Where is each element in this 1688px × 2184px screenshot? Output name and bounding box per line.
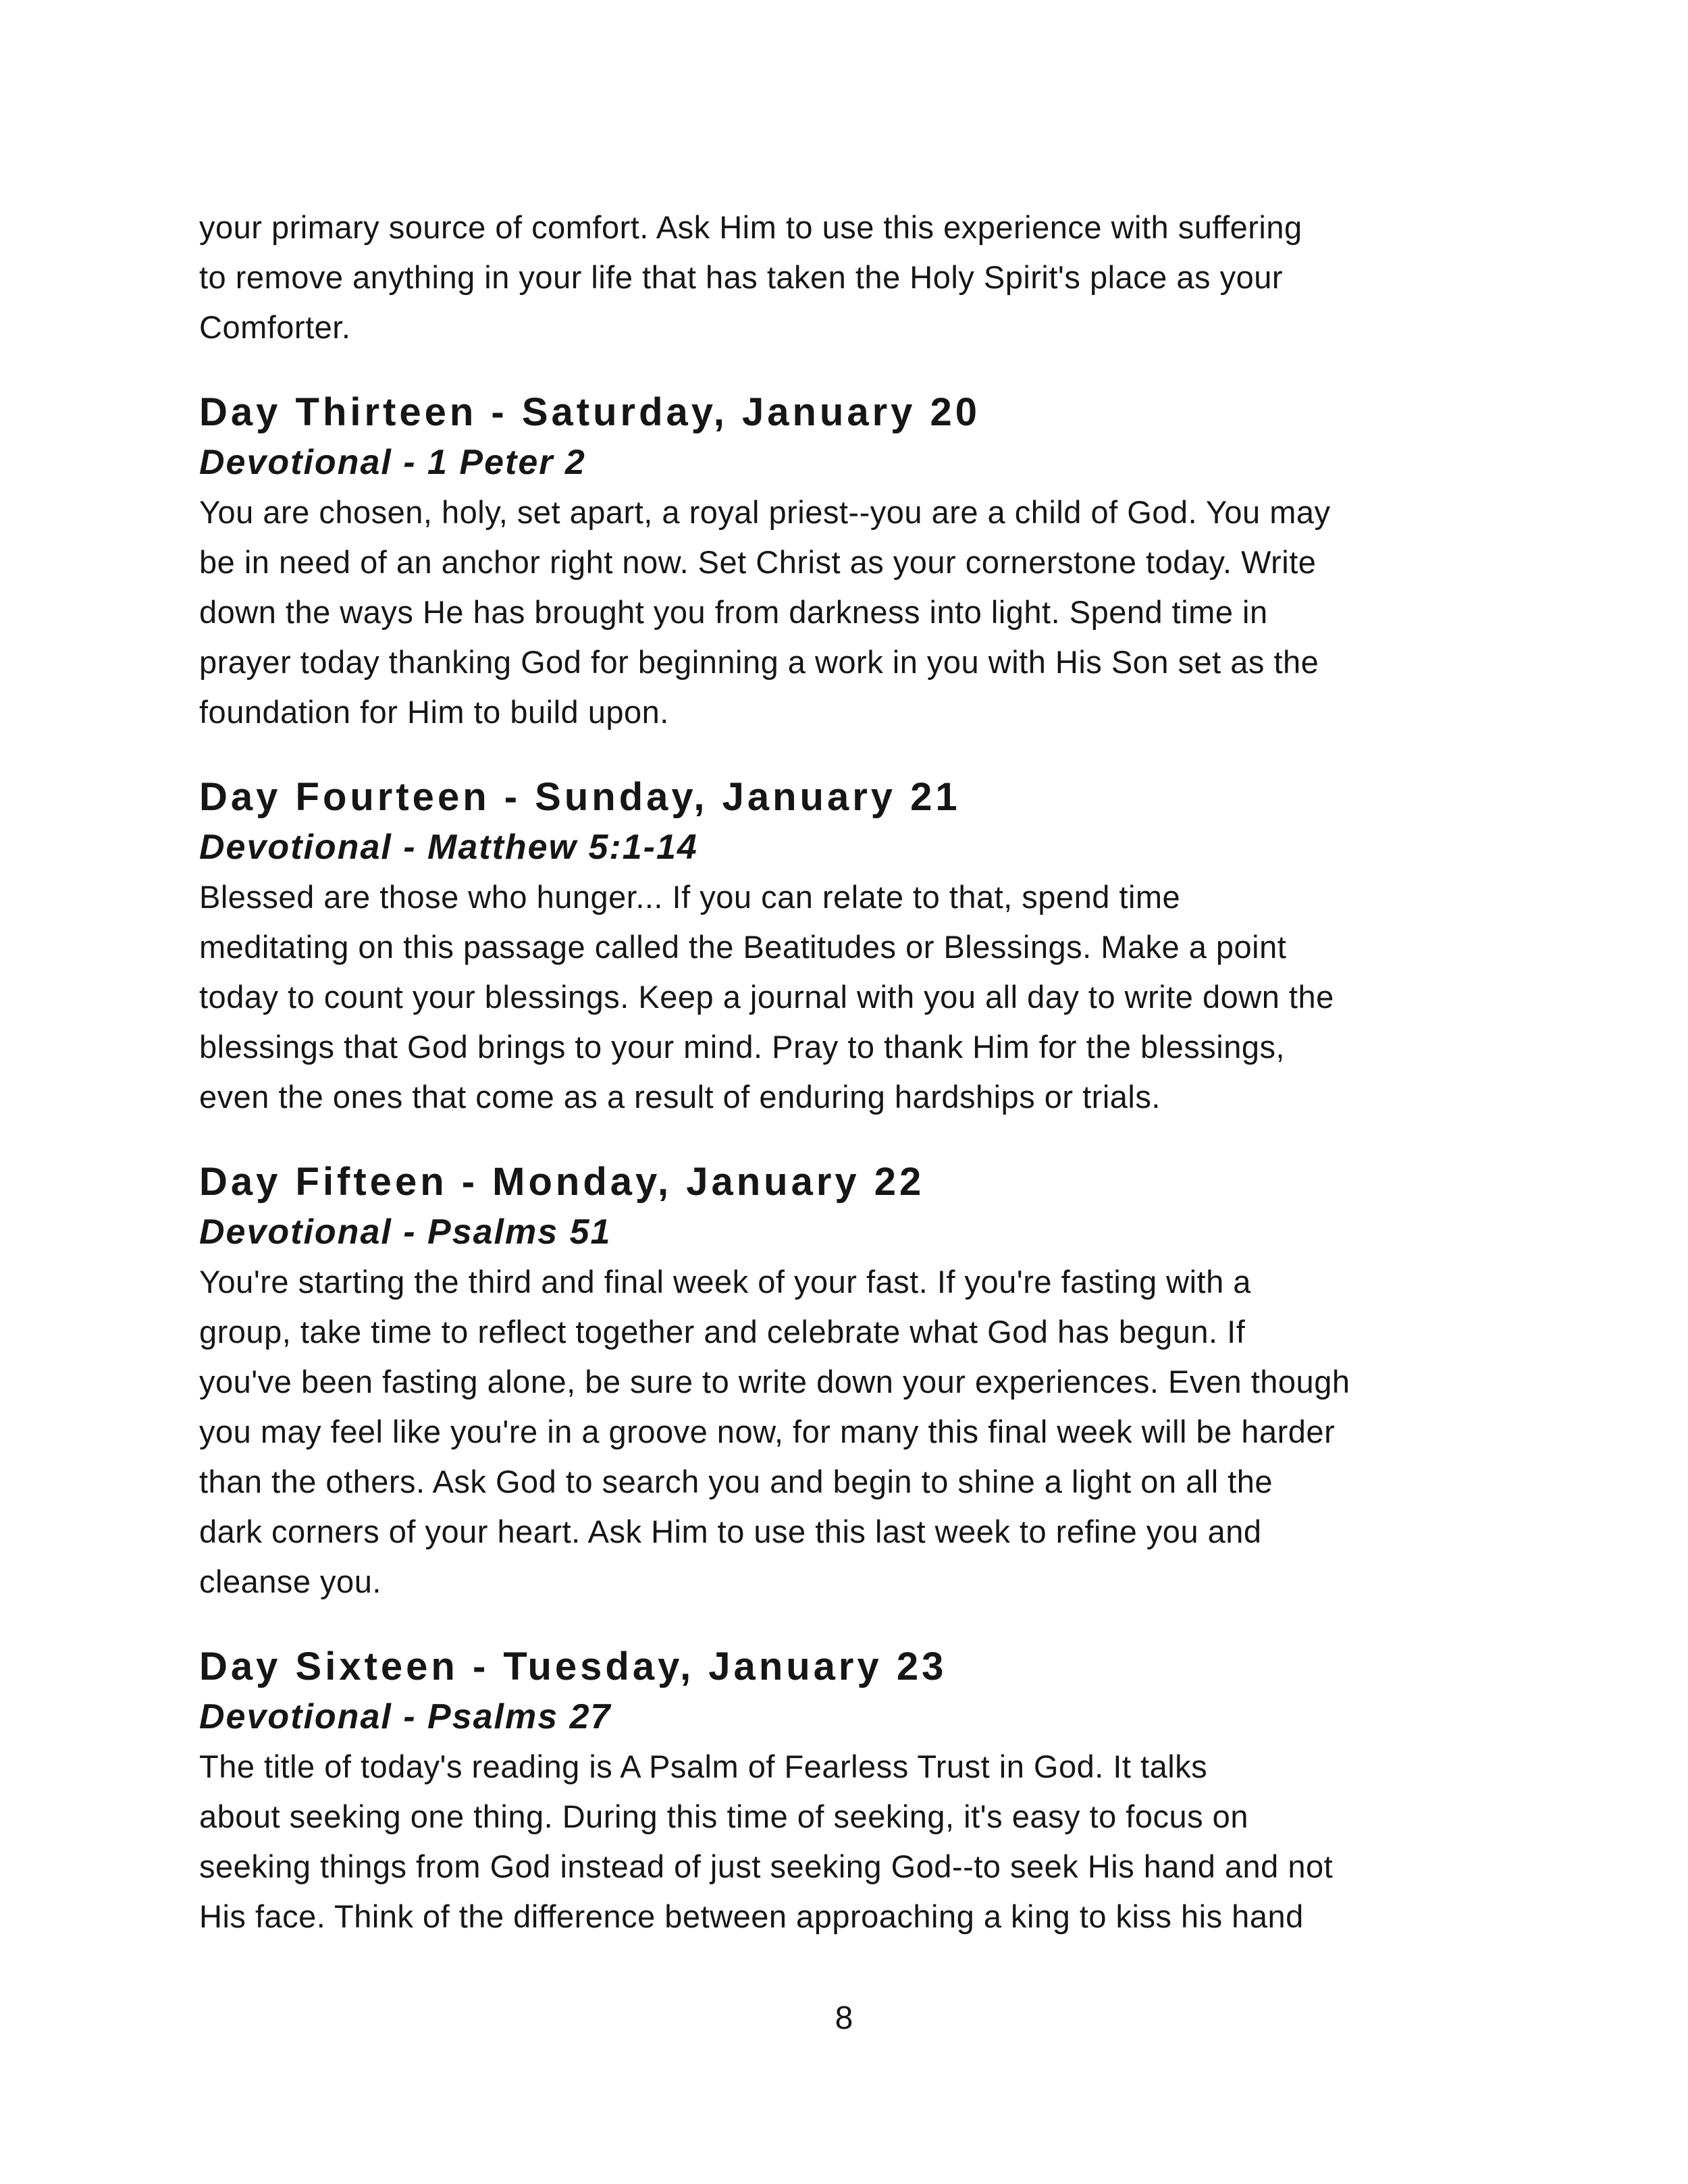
text-line: Blessed are those who hunger... If you can relate to that, spend time [199,879,1181,915]
text-line: prayer today thanking God for beginning a work in you with His Son set as the [199,644,1319,680]
text-line: foundation for Him to build upon. [199,694,669,730]
text-line: group, take time to reflect together and celebrate what God has begun. If [199,1314,1246,1350]
section-heading: Day Sixteen - Tuesday, January 23 [199,1645,947,1688]
text-line: even the ones that come as a result of enduring hardships or trials. [199,1079,1161,1115]
text-line: seeking things from God instead of just seeking God--to seek His hand and not [199,1848,1334,1884]
text-line: meditating on this passage called the Beatitudes or Blessings. Make a point [199,929,1287,965]
text-line: dark corners of your heart. Ask Him to use this last week to refine you and [199,1514,1262,1549]
text-line: today to count your blessings. Keep a journal with you all day to write down the [199,979,1334,1015]
section-subheading: Devotional - 1 Peter 2 [199,443,586,482]
text-line: blessings that God brings to your mind. Pray to thank Him for the blessings, [199,1029,1286,1065]
day-section [199,1642,1516,1942]
text-line: His face. Think of the difference between approaching a king to kiss his hand [199,1898,1304,1934]
text-line: Comforter. [199,309,351,345]
section-subheading: Devotional - Psalms 27 [199,1697,612,1736]
section-heading: Day Fifteen - Monday, January 22 [199,1160,925,1204]
section-heading: Day Thirteen - Saturday, January 20 [199,390,981,434]
day-section [199,772,1516,1122]
text-line: You are chosen, holy, set apart, a royal priest--you are a child of God. You may [199,494,1331,530]
section-subheading: Devotional - Psalms 51 [199,1213,612,1252]
text-line: cleanse you. [199,1564,381,1599]
text-line: The title of today's reading is A Psalm of Fearless Trust in God. It talks [199,1749,1208,1784]
text-line: You're starting the third and final week of your fast. If you're fasting with a [199,1264,1251,1300]
text-line: be in need of an anchor right now. Set Christ as your cornerstone today. Write [199,544,1317,580]
text-line: to remove anything in your life that has taken the Holy Spirit's place as your [199,259,1284,295]
text-line: you may feel like you're in a groove now, for many this final week will be harder [199,1414,1336,1449]
text-line: your primary source of comfort. Ask Him to use this experience with suffering [199,209,1302,245]
text-line: down the ways He has brought you from darkness into light. Spend time in [199,594,1268,630]
page-content [199,203,1516,1942]
page-number: 8 [835,2000,853,2036]
text-line: about seeking one thing. During this time of seeking, it's easy to focus on [199,1799,1248,1834]
day-section [199,1157,1516,1607]
section-subheading: Devotional - Matthew 5:1-14 [199,828,698,867]
text-line: you've been fasting alone, be sure to write down your experiences. Even though [199,1364,1350,1400]
day-section [199,388,1516,737]
intro-paragraph [199,203,1516,352]
text-line: than the others. Ask God to search you and begin to shine a light on all the [199,1464,1273,1499]
section-heading: Day Fourteen - Sunday, January 21 [199,775,961,819]
